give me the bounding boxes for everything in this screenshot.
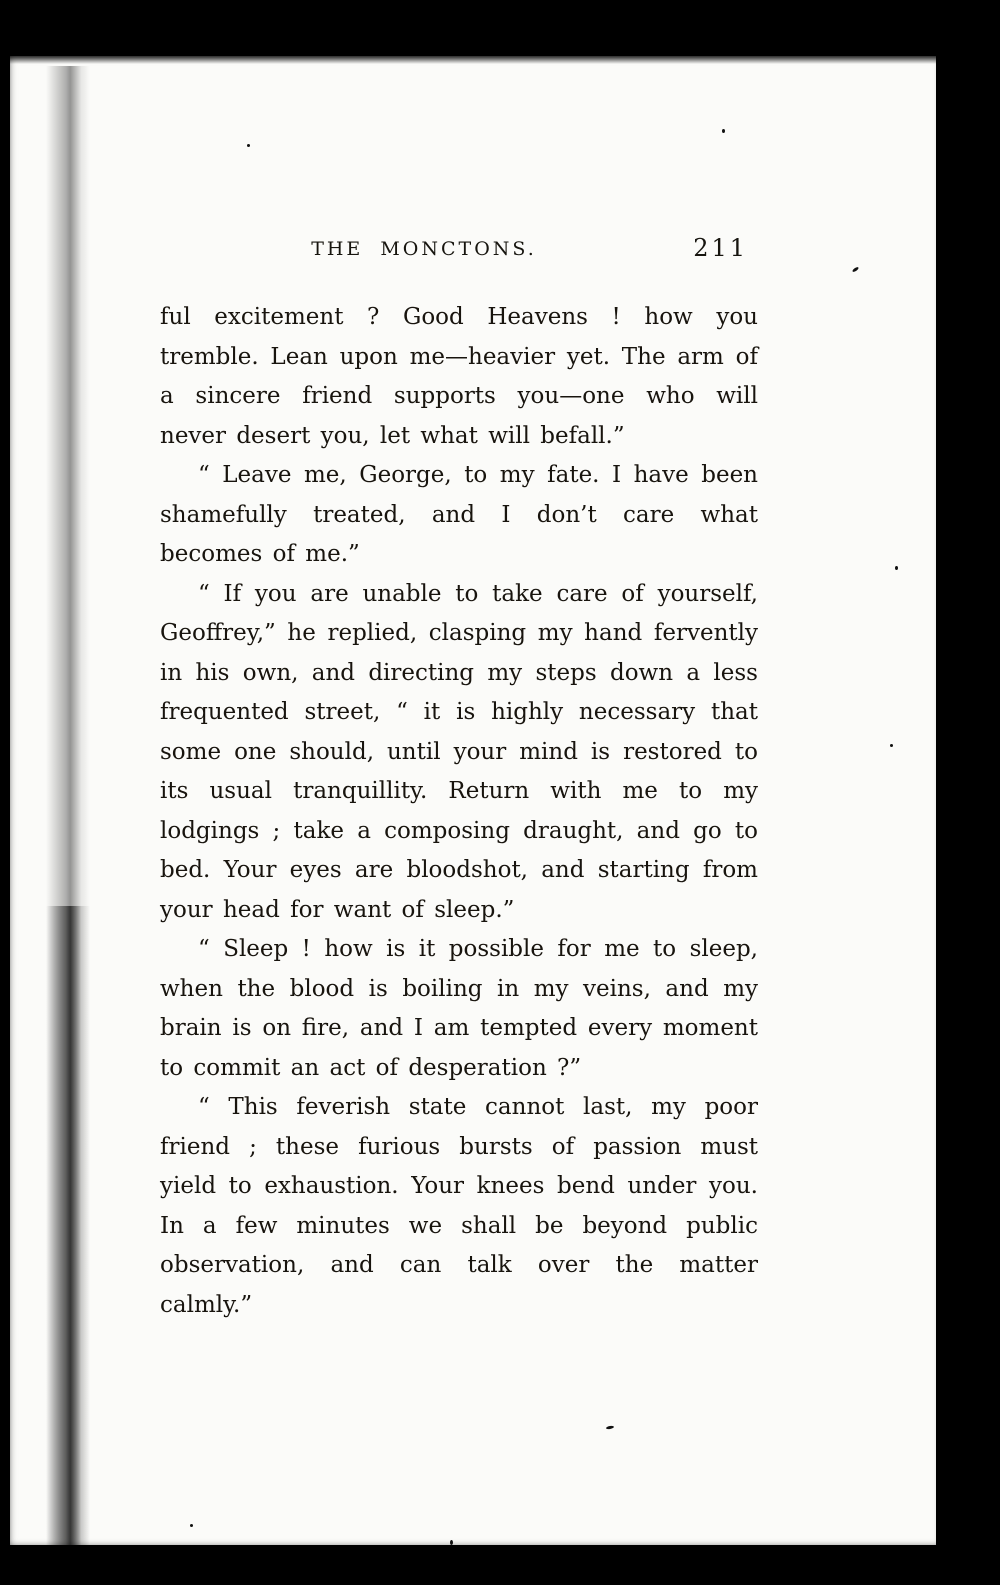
page-number: 211: [693, 234, 748, 262]
paragraph: ful excitement ? Good Heavens ! how you tremble. Lean upon me—heavier yet. The arm of a sincere friend supports you—one who will never desert you, let what will befall.”: [160, 304, 758, 449]
paragraph: “ Leave me, George, to my fate. I have been shamefully treated, and I don’t care what becomes of me.”: [160, 462, 758, 567]
scan-speck: [606, 1425, 614, 1429]
page-top-edge: [10, 54, 936, 64]
book-page: [10, 56, 936, 1545]
scan-speck: [190, 1524, 193, 1527]
scan-speck: [247, 144, 250, 147]
running-header: THE MONCTONS.: [311, 238, 537, 260]
paragraph: “ Sleep ! how is it possible for me to sleep, when the blood is boiling in my veins, and my brain is on fire, and I am tempted every moment to commit an act of desperation ?”: [160, 936, 758, 1081]
scan-speck: [852, 266, 859, 272]
paragraph: “ This feverish state cannot last, my poor friend ; these furious bursts of passion must yield to exhaustion. Your knees bend under you. In a few minutes we shall be beyond public observation, and can talk over the matter calmly.”: [160, 1094, 758, 1318]
scan-speck: [890, 744, 893, 747]
scan-speck: [450, 1540, 453, 1545]
scan-speck: [895, 566, 898, 570]
page-header-row: [160, 234, 758, 268]
text-block: [160, 234, 758, 1325]
spine-gutter-shadow-lower: [46, 906, 90, 1545]
scan-speck: [722, 129, 725, 133]
paragraph: “ If you are unable to take care of yourself, Geoffrey,” he replied, clasping my hand fervently in his own, and directing my steps down a less frequented street, “ it is highly necessary that some one should, until your mind is restored to its usual tranquillity. Return with me to my lodgings ; take a composing draught, and go to bed. Your eyes are bloodshot, and starting from your head for want of sleep.”: [160, 580, 758, 923]
body-text: [160, 298, 758, 1325]
